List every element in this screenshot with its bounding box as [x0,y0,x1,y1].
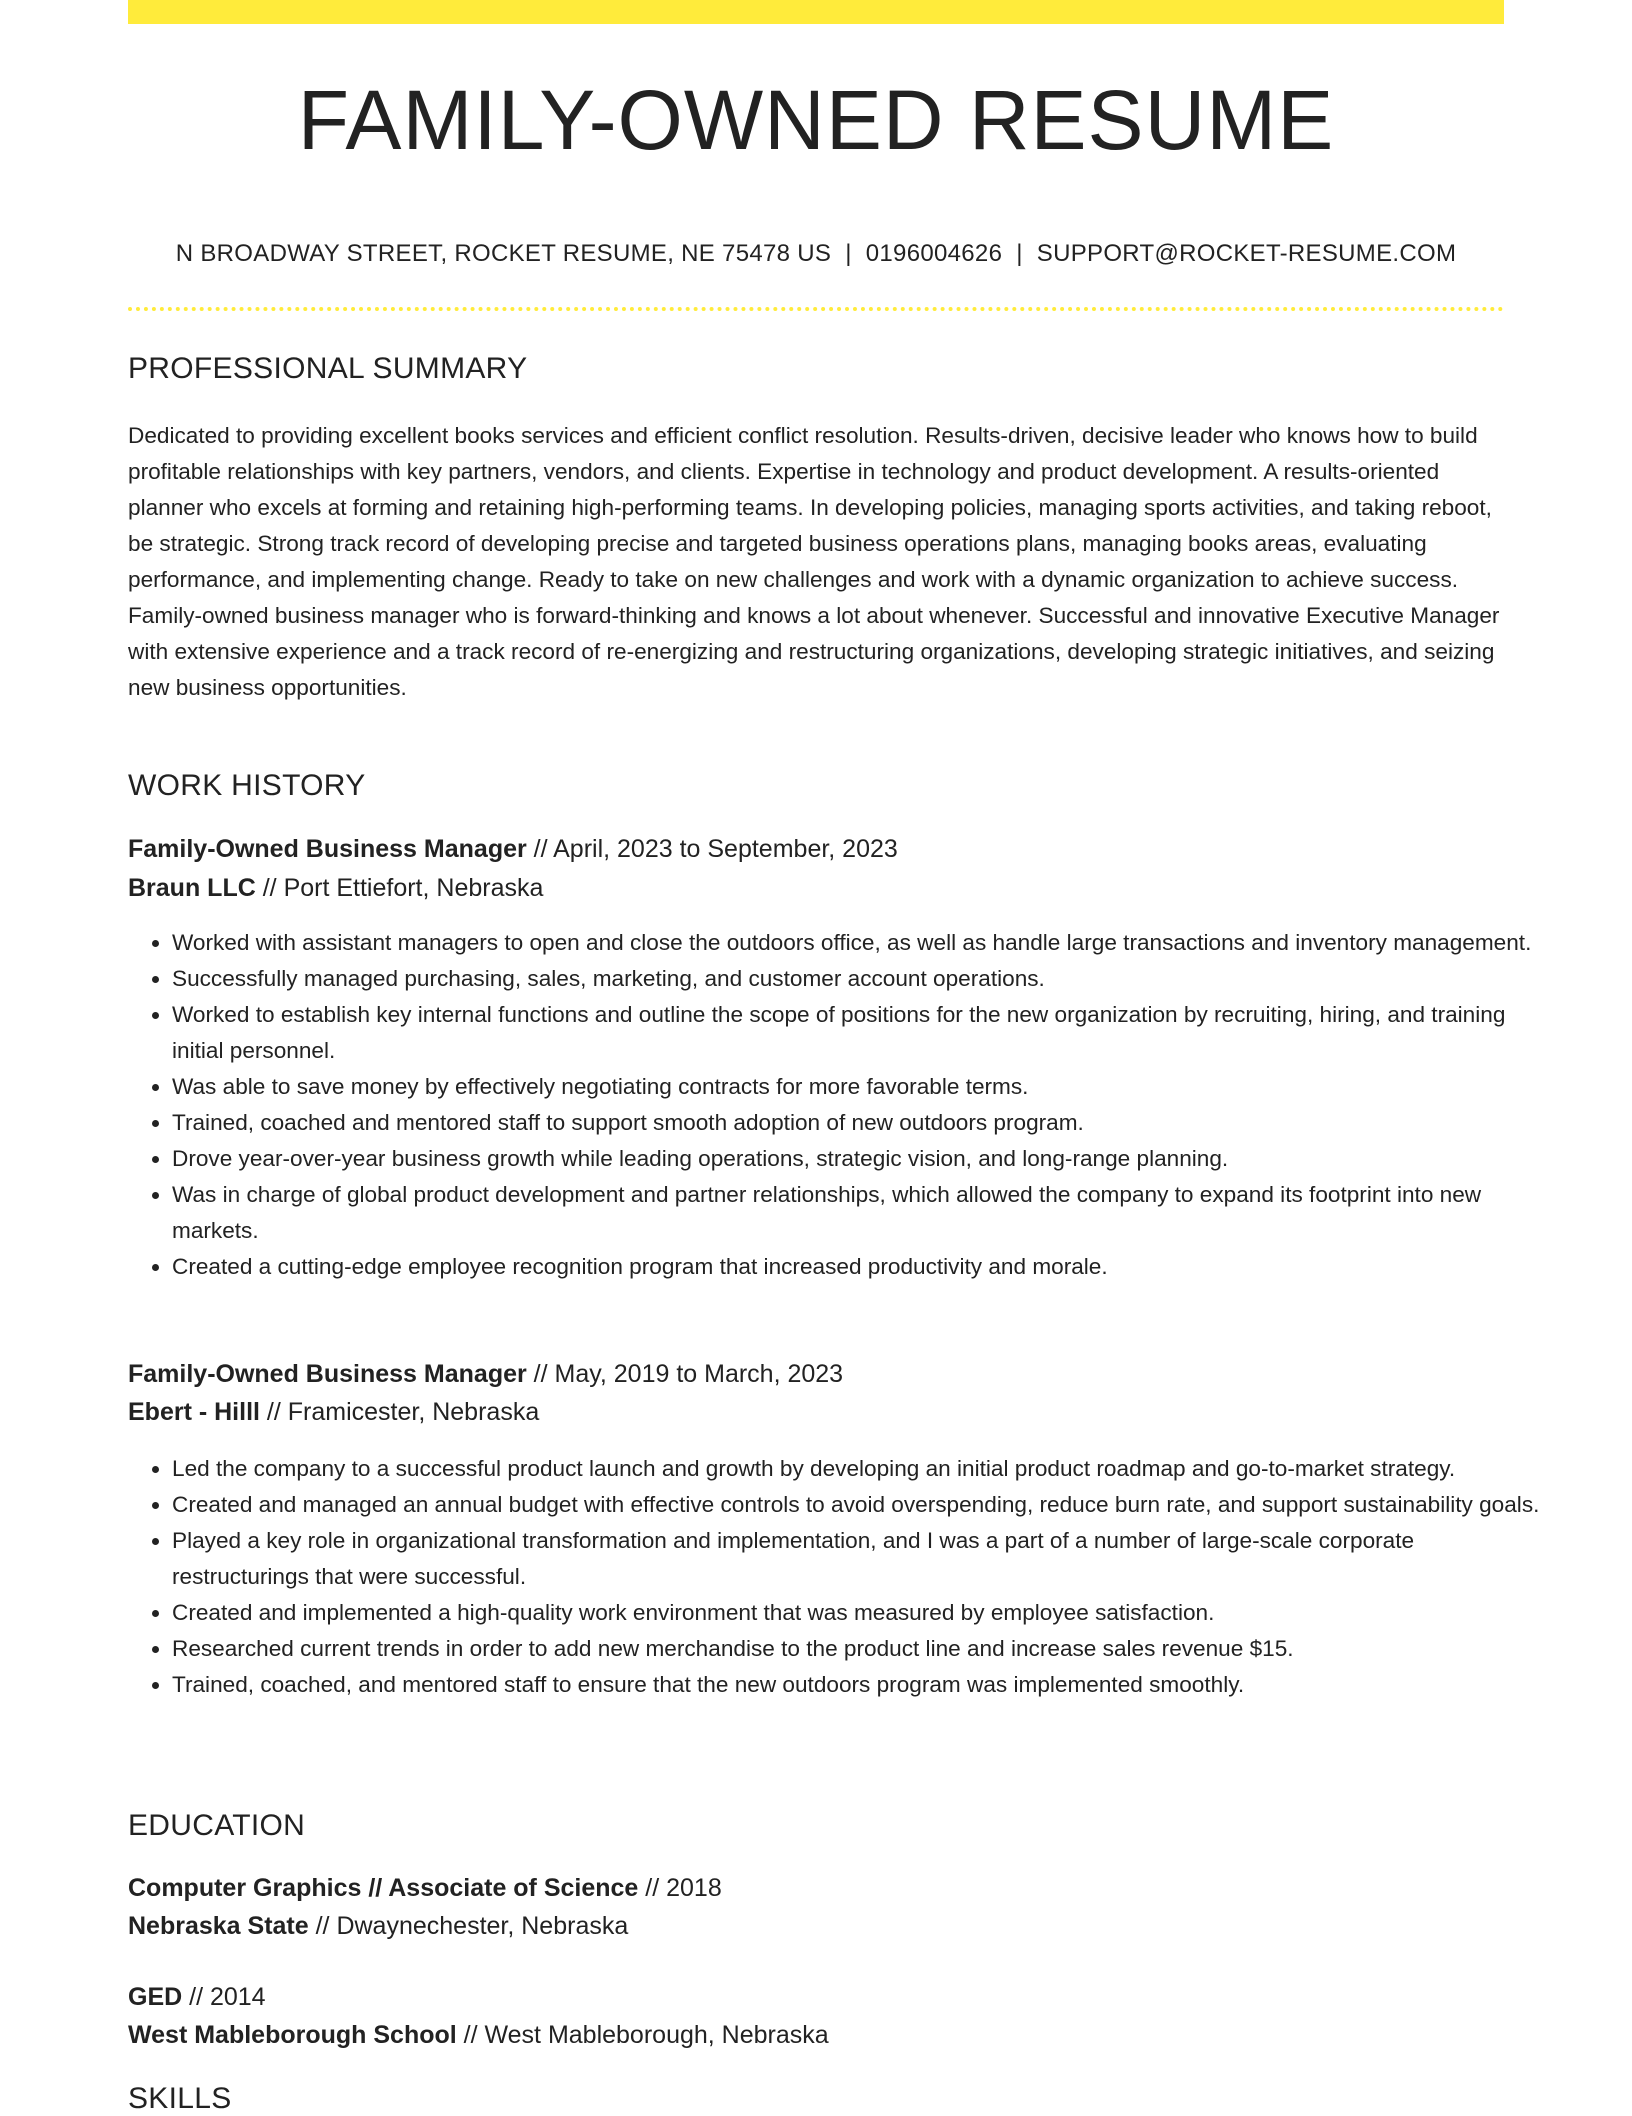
education-school: Nebraska State [128,1912,309,1940]
job-bullet: • Created a cutting-edge employee recognition program that increased productivity and morale. [172,1249,1548,1285]
job-bullet: • Worked to establish key internal functions and outline the scope of positions for the new organization by recruiting, hiring, and training initial personnel. [172,997,1548,1069]
section-title-skills: SKILLS [128,2082,232,2115]
job-bullet: • Created and managed an annual budget with effective controls to avoid overspending, reduce burn rate, and support sustainability goals. [172,1487,1548,1523]
header-divider [128,307,1504,311]
education-school: West Mableborough School [128,2021,457,2049]
job-bullet: • Created and implemented a high-quality work environment that was measured by employee satisfaction. [172,1595,1548,1631]
contact-line [128,240,1504,268]
summary-text: Dedicated to providing excellent books services and efficient conflict resolution. Results-driven, decisive leader who knows how to build profitable relationships with key partners, vendors, and clients. Expertise in technology and product development. A results-oriented planner who excels at forming and retaining high-performing teams. In developing policies, managing sports activities, and taking reboot, be strategic. Strong track record of developing precise and targeted business operations plans, managing books areas, evaluating performance, and implementing change. Ready to take on new challenges and work with a dynamic organization to achieve success. Family-owned business manager who is forward-thinking and knows a lot about whenever. Successful and innovative Executive Manager with extensive experience and a track record of re-energizing and restructuring organizations, developing strategic initiatives, and seizing new business opportunities. [128,423,1500,700]
education-degree: Computer Graphics // Associate of Science [128,1874,639,1902]
education-location: // Dwaynechester, Nebraska [308,1912,629,1940]
job-bullet: • Was able to save money by effectively negotiating contracts for more favorable terms. [172,1069,1548,1105]
job-bullet: • Played a key role in organizational transformation and implementation, and I was a part of a number of large-scale corporate restructurings that were successful. [172,1523,1548,1595]
education-school-line [128,1912,628,1941]
job-company: Ebert - Hilll [128,1398,260,1426]
job-title-line [128,835,898,864]
job-dates: // May, 2019 to March, 2023 [526,1360,844,1388]
job-bullet: • Drove year-over-year business growth while leading operations, strategic vision, and long-range planning. [172,1141,1548,1177]
education-degree-line [128,1874,722,1903]
education-degree: GED [128,1983,183,2011]
job-bullets [128,925,1548,1285]
contact-separator: | [845,240,852,267]
job-title: Family-Owned Business Manager [128,835,527,863]
job-location: // Framicester, Nebraska [259,1398,540,1426]
job-title-line [128,1360,843,1389]
resume-title: FAMILY-OWNED RESUME [297,73,1335,167]
job-company-line [128,1398,539,1427]
job-bullet: • Led the company to a successful product launch and growth by developing an initial product roadmap and go-to-market strategy. [172,1451,1548,1487]
job-location: // Port Ettiefort, Nebraska [255,874,544,902]
job-title: Family-Owned Business Manager [128,1360,527,1388]
education-location: // West Mableborough, Nebraska [456,2021,829,2049]
job-company-line [128,874,543,903]
job-bullet: • Researched current trends in order to add new merchandise to the product line and increase sales revenue $15. [172,1631,1548,1667]
job-bullet: • Trained, coached, and mentored staff to ensure that the new outdoors program was implemented smoothly. [172,1667,1548,1703]
education-degree-line [128,1983,266,2012]
job-bullet: • Was in charge of global product development and partner relationships, which allowed the company to expand its footprint into new markets. [172,1177,1548,1249]
contact-separator: | [1016,240,1023,267]
job-company: Braun LLC [128,874,256,902]
education-year: // 2014 [182,1983,266,2011]
contact-phone: 0196004626 [865,240,1003,267]
job-bullet: • Trained, coached and mentored staff to support smooth adoption of new outdoors program. [172,1105,1548,1141]
contact-address: N BROADWAY STREET, ROCKET RESUME, NE 75478 US [175,240,832,267]
job-dates: // April, 2023 to September, 2023 [526,835,898,863]
job-bullet: • Successfully managed purchasing, sales, marketing, and customer account operations. [172,961,1548,997]
section-title-education: EDUCATION [128,1809,306,1842]
section-title-work-history: WORK HISTORY [128,769,366,802]
education-year: // 2018 [638,1874,722,1902]
job-bullet: • Worked with assistant managers to open and close the outdoors office, as well as handle large transactions and inventory management. [172,925,1548,961]
job-bullets [128,1451,1548,1703]
contact-email: SUPPORT@ROCKET-RESUME.COM [1036,240,1457,267]
section-title-summary: PROFESSIONAL SUMMARY [128,352,528,385]
top-accent-bar [128,0,1504,24]
education-school-line [128,2021,829,2050]
